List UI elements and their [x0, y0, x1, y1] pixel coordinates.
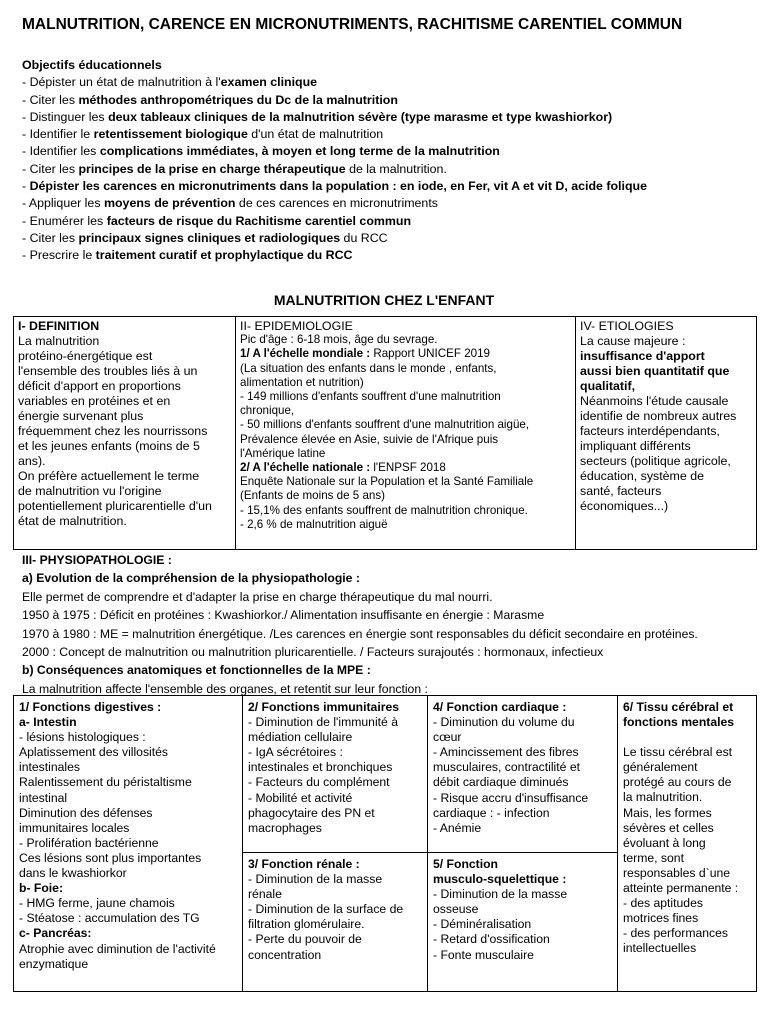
- cerebral-heading-2: fonctions mentales: [623, 715, 735, 730]
- world-scale: [240, 347, 571, 361]
- text-line: état de malnutrition.: [18, 514, 127, 528]
- objective-pre: - Citer les: [22, 161, 79, 176]
- foie-lines: [19, 896, 237, 926]
- objective-item: [22, 213, 647, 230]
- text-line: - Risque accru d'insuffisance: [433, 790, 589, 805]
- text-line: - IgA sécrétoires :: [248, 745, 343, 760]
- text-line: insuffisance d'apport: [580, 349, 705, 363]
- text-line: (La situation des enfants dans le monde , enfants,: [240, 361, 497, 375]
- physio-sub-a: a) Evolution de la compréhension de la physiopathologie :: [22, 571, 360, 586]
- objective-pre: - Enumérer les: [22, 213, 107, 228]
- text-line: - Prolifération bactérienne: [19, 835, 159, 850]
- text-line: - des aptitudes: [623, 896, 703, 911]
- text-line: l'Amérique latine: [240, 446, 326, 460]
- objective-bold: traitement curatif et prophylactique du RCC: [95, 248, 353, 263]
- text-line: santé, facteurs: [580, 484, 662, 498]
- text-line: Le tissu cérébral est: [623, 745, 733, 760]
- objective-bold: facteurs de risque du Rachitisme carentiel commun: [106, 213, 412, 228]
- text-line: protégé au cours de: [623, 775, 732, 790]
- text-line: médiation cellulaire: [248, 730, 353, 745]
- text-line: secteurs (politique agricole,: [580, 454, 731, 468]
- objective-item: [22, 195, 647, 212]
- digestive-heading: 1/ Fonctions digestives :: [19, 700, 162, 714]
- cardiac-cell: [428, 696, 617, 840]
- page-title: MALNUTRITION, CARENCE EN MICRONUTRIMENTS, RACHITISME CARENTIEL COMMUN: [22, 16, 683, 33]
- text-line: débit cardiaque diminués: [433, 775, 569, 790]
- world-label: 1/ A l'échelle mondiale :: [240, 347, 371, 361]
- text-line: Aplatissement des villosités: [19, 745, 169, 760]
- text-line: responsables d`une: [623, 865, 731, 880]
- text-line: énergie survenant plus: [18, 409, 144, 423]
- text-line: On préfère actuellement le terme: [18, 469, 200, 483]
- text-line: Ralentissement du péristaltisme: [19, 775, 192, 790]
- foie-heading: b- Foie:: [19, 881, 64, 896]
- etiologies-cause: [580, 349, 752, 394]
- objective-pre: -: [22, 179, 30, 194]
- pancreas-lines: [19, 942, 237, 972]
- text-line: immunitaires locales: [19, 820, 130, 835]
- text-line: l'ensemble des troubles liés à un: [18, 364, 198, 378]
- physio-b-line: La malnutrition affecte l'ensemble des organes, et retentit sur leur fonction :: [22, 681, 428, 696]
- text-line: Ces lésions sont plus importantes: [19, 850, 202, 865]
- text-line: Atrophie avec diminution de l'activité: [19, 941, 216, 956]
- objective-bold: principes de la prise en charge thérapeutique: [78, 161, 346, 176]
- text-line: - Diminution du volume du: [433, 715, 575, 730]
- digestive-cell: [14, 696, 242, 976]
- intestin-lines: [19, 730, 237, 881]
- text-line: cardiaque : - infection: [433, 805, 550, 820]
- text-line: Elle permet de comprendre et d'adapter la prise en charge thérapeutique du mal nourri.: [22, 589, 493, 604]
- text-line: rénale: [248, 887, 282, 902]
- text-line: et les jeunes enfants (moins de 5: [18, 439, 200, 453]
- objective-bold: méthodes anthropométriques du Dc de la malnutrition: [78, 92, 398, 107]
- etiologies-intro: La cause majeure :: [580, 334, 686, 348]
- text-line: - 15,1% des enfants souffrent de malnutrition chronique.: [240, 503, 528, 517]
- physio-a-lines: [22, 588, 698, 662]
- text-line: Diminution des défenses: [19, 805, 153, 820]
- objective-item: [22, 247, 647, 264]
- objective-bold: principaux signes cliniques et radiologiques: [78, 230, 341, 245]
- world-lines: [240, 362, 571, 461]
- text-line: - Anémie: [433, 820, 482, 835]
- text-line: osseuse: [433, 902, 479, 917]
- functions-table: [13, 695, 757, 992]
- text-line: variables en protéines et en: [18, 394, 171, 408]
- objective-pre: - Citer les: [22, 230, 79, 245]
- objective-item: [22, 74, 647, 91]
- text-line: filtration glomérulaire.: [248, 917, 365, 932]
- section-subtitle: MALNUTRITION CHEZ L'ENFANT: [273, 292, 495, 308]
- objective-bold: Dépister les carences en micronutriments dans la population : en iode, en Fer, vit A et vit D, acide folique: [29, 179, 647, 194]
- text-line: - Stéatose : accumulation des TG: [19, 911, 200, 926]
- text-line: sévères et celles: [623, 820, 714, 835]
- objective-pre: - Dépister un état de malnutrition à l': [22, 75, 221, 90]
- objective-pre: - Identifier les: [22, 144, 100, 159]
- musculo-heading: 5/ Fonction: [433, 857, 498, 871]
- objective-item: [22, 178, 647, 195]
- text-line: intestinales et bronchiques: [248, 760, 393, 775]
- text-line: (Enfants de moins de 5 ans): [240, 489, 386, 503]
- objective-pre: - Appliquer les: [22, 196, 104, 211]
- cerebral-lines: [623, 745, 751, 956]
- text-line: La malnutrition: [18, 334, 100, 348]
- text-line: - Mobilité et activité: [248, 790, 353, 805]
- text-line: - des performances: [623, 926, 728, 941]
- intestin-heading: a- Intestin: [19, 715, 77, 730]
- physio-sub-b: b) Conséquences anatomiques et fonctionnelles de la MPE :: [22, 663, 371, 678]
- objective-bold: moyens de prévention: [103, 196, 236, 211]
- text-line: cœur: [433, 730, 462, 745]
- text-line: enzymatique: [19, 956, 89, 971]
- etiologies-text: [580, 394, 752, 514]
- physiopathology-section: [22, 551, 698, 698]
- text-line: protéino-énergétique est: [18, 349, 153, 363]
- objective-item: [22, 161, 647, 178]
- objectives-section: [22, 57, 647, 265]
- text-line: - 149 millions d'enfants souffrent d'une malnutrition: [240, 390, 501, 404]
- musculo-cell: [428, 853, 617, 967]
- text-line: économiques...): [580, 499, 669, 513]
- musculo-heading-2: musculo-squelettique :: [433, 872, 567, 887]
- objective-item: [22, 230, 647, 247]
- text-line: 1950 à 1975 : Déficit en protéines : Kwashiorkor./ Alimentation insuffisante en énergie : Marasme: [22, 608, 545, 623]
- world-source: Rapport UNICEF 2019: [370, 347, 490, 361]
- text-line: Néanmoins l'étude causale: [580, 394, 729, 408]
- text-line: identifie de nombreux autres: [580, 409, 737, 423]
- text-line: intestinal: [19, 790, 68, 805]
- national-scale: [240, 461, 571, 475]
- text-line: concentration: [248, 947, 322, 962]
- objective-post: d'un état de malnutrition: [247, 127, 384, 142]
- text-line: qualitatif,: [580, 379, 636, 393]
- musculo-lines: [433, 887, 612, 962]
- text-line: de malnutrition vu l'origine: [18, 484, 162, 498]
- objective-pre: - Citer les: [22, 92, 79, 107]
- definition-heading: I- DEFINITION: [18, 319, 100, 333]
- objective-bold: examen clinique: [220, 75, 318, 90]
- renal-heading: 3/ Fonction rénale :: [248, 857, 360, 871]
- text-line: - Diminution de la masse: [248, 872, 383, 887]
- text-line: Mais, les formes: [623, 805, 712, 820]
- objective-bold: complications immédiates, à moyen et long terme de la malnutrition: [99, 144, 500, 159]
- renal-lines: [248, 872, 422, 963]
- text-line: phagocytaire des PN et: [248, 805, 375, 820]
- cardiac-heading: 4/ Fonction cardiaque :: [433, 700, 567, 714]
- definition-cell: [14, 317, 236, 549]
- text-line: impliquant différents: [580, 439, 691, 453]
- text-line: - Retard d'ossification: [433, 932, 550, 947]
- cerebral-heading: 6/ Tissu cérébral et: [623, 700, 734, 714]
- text-line: intestinales: [19, 760, 80, 775]
- text-line: la malnutrition.: [623, 790, 703, 805]
- immune-cell: [243, 696, 427, 840]
- objective-item: [22, 92, 647, 109]
- text-line: motrices fines: [623, 911, 699, 926]
- objective-post: de la malnutrition.: [345, 161, 447, 176]
- objective-item: [22, 109, 647, 126]
- objective-item: [22, 143, 647, 160]
- text-line: Enquête Nationale sur la Population et la Santé Familiale: [240, 475, 534, 489]
- text-line: terme, sont: [623, 850, 684, 865]
- text-line: - Fonte musculaire: [433, 947, 534, 962]
- text-line: - Déminéralisation: [433, 917, 532, 932]
- text-line: musculaires, contractilité et: [433, 760, 580, 775]
- objectives-list: [22, 74, 647, 264]
- objective-pre: - Identifier le: [22, 127, 94, 142]
- cardiac-lines: [433, 715, 612, 836]
- epidemiology-cell: [236, 317, 576, 549]
- objective-pre: - Distinguer les: [22, 109, 109, 124]
- text-line: fréquemment chez les nourrissons: [18, 424, 208, 438]
- text-line: aussi bien quantitatif que: [580, 364, 730, 378]
- text-line: facteurs interdépendants,: [580, 424, 720, 438]
- text-line: - Facteurs du complément: [248, 775, 390, 790]
- objective-item: [22, 126, 647, 143]
- text-line: macrophages: [248, 820, 322, 835]
- renal-cell: [243, 853, 427, 967]
- text-line: déficit d'apport en proportions: [18, 379, 181, 393]
- immune-lines: [248, 715, 422, 836]
- text-line: - Diminution de l'immunité à: [248, 715, 398, 730]
- etiologies-heading: IV- ETIOLOGIES: [580, 319, 674, 333]
- age-peak: Pic d'âge : 6-18 mois, âge du sevrage.: [240, 333, 438, 347]
- text-line: ans).: [18, 454, 46, 468]
- text-line: intellectuelles: [623, 941, 697, 956]
- text-line: - 2,6 % de malnutrition aiguë: [240, 517, 388, 531]
- text-line: dans le kwashiorkor: [19, 866, 127, 881]
- text-line: - Diminution de la masse: [433, 887, 568, 902]
- text-line: - HMG ferme, jaune chamois: [19, 896, 175, 911]
- definition-text: [18, 334, 231, 529]
- text-line: - Amincissement des fibres: [433, 745, 579, 760]
- objective-post: du RCC: [340, 230, 388, 245]
- overview-table: [13, 316, 757, 550]
- text-line: éducation, système de: [580, 469, 704, 483]
- epidemiology-heading: II- EPIDEMIOLOGIE: [240, 319, 353, 333]
- text-line: atteinte permanente :: [623, 881, 739, 896]
- etiologies-cell: [576, 317, 756, 549]
- text-line: chronique,: [240, 404, 295, 418]
- objective-post: de ces carences en micronutriments: [235, 196, 438, 211]
- text-line: 2000 : Concept de malnutrition ou malnutrition pluricarentielle. / Facteurs surajoutés : hormonaux, infectieux: [22, 645, 604, 660]
- text-line: 1970 à 1980 : ME = malnutrition énergétique. /Les carences en énergie sont responsables du déficit secondaire en protéines.: [22, 626, 698, 641]
- text-line: alimentation et nutrition): [240, 375, 364, 389]
- national-label: 2/ A l'échelle nationale :: [240, 461, 371, 475]
- text-line: - Perte du pouvoir de: [248, 932, 362, 947]
- text-line: - Diminution de la surface de: [248, 902, 404, 917]
- text-line: évoluant à long: [623, 835, 706, 850]
- national-source: l'ENPSF 2018: [370, 461, 446, 475]
- physio-heading: III- PHYSIOPATHOLOGIE :: [22, 553, 172, 567]
- text-line: potentiellement pluricarentielle d'un: [18, 499, 212, 513]
- objective-pre: - Prescrire le: [22, 248, 96, 263]
- text-line: généralement: [623, 760, 698, 775]
- objectives-heading: Objectifs éducationnels: [22, 58, 162, 72]
- text-line: - 50 millions d'enfants souffrent d'une malnutrition aigüe,: [240, 418, 530, 432]
- immune-heading: 2/ Fonctions immunitaires: [248, 700, 400, 714]
- pancreas-heading: c- Pancréas:: [19, 926, 92, 941]
- cerebral-cell: [618, 696, 756, 961]
- spacer: [623, 730, 751, 745]
- text-line: Prévalence élevée en Asie, suivie de l'Afrique puis: [240, 432, 499, 446]
- text-line: - lésions histologiques :: [19, 730, 146, 745]
- objective-bold: deux tableaux cliniques de la malnutrition sévère (type marasme et type kwashiorkor): [108, 109, 613, 124]
- objective-bold: retentissement biologique: [93, 127, 248, 142]
- national-lines: [240, 475, 571, 532]
